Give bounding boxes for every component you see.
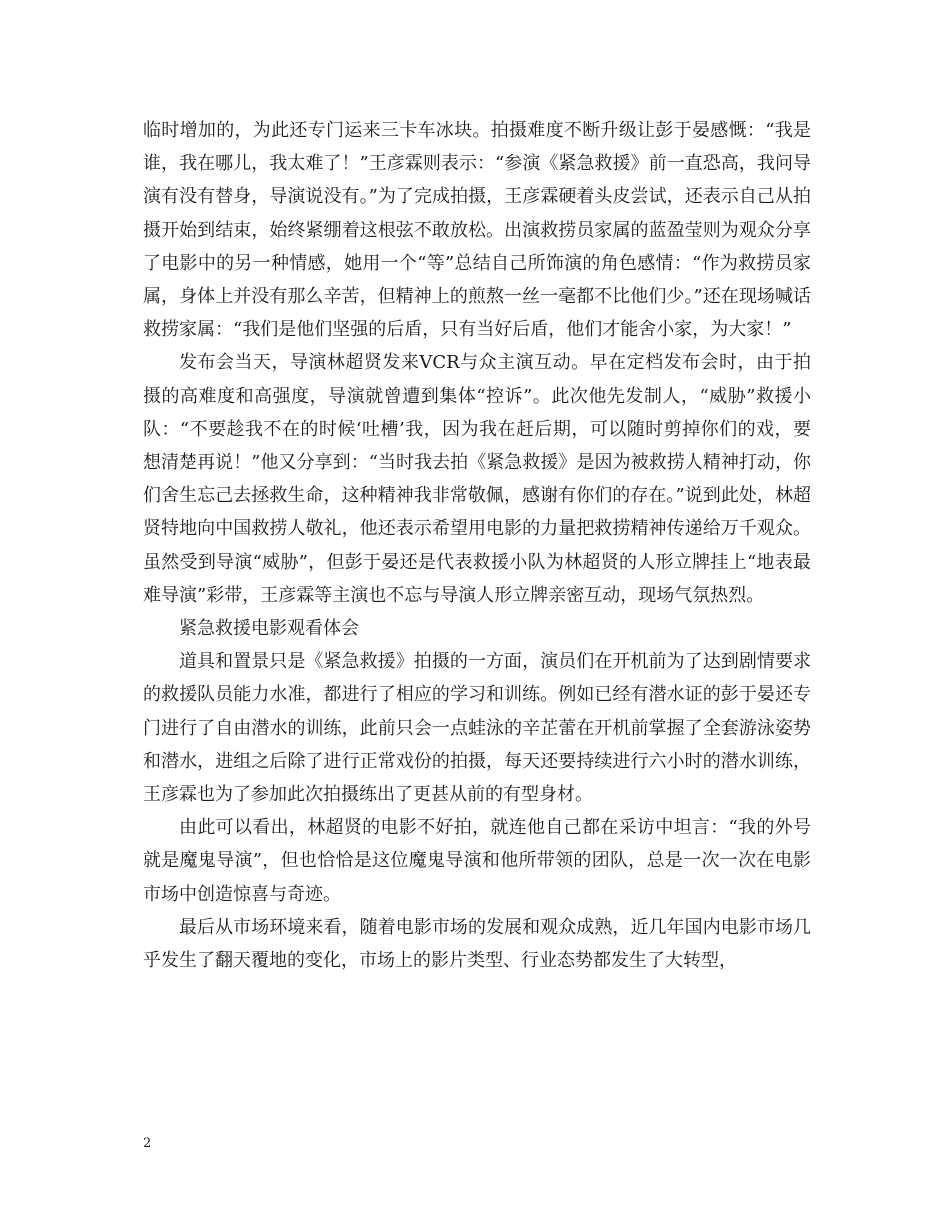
paragraph-1: 临时增加的，为此还专门运来三卡车冰块。拍摄难度不断升级让彭于晏感慨：“我是谁，我在哪儿，我太难了！”王彦霖则表示：“参演《紧急救援》前一直恐高，我问导演有没有替身，导演说没有。”为了完成拍摄，王彦霖硬着头皮尝试，还表示自己从拍摄开始到结束，始终紧绷着这根弦不敢放松。出演救捞员家属的蓝盈莹则为观众分享了电影中的另一种情感，她用一个“等”总结自己所饰演的角色感情：“作为救捞员家属，身体上并没有那么辛苦，但精神上的煎熬一丝一毫都不比他们少。”还在现场喊话救捞家属：“我们是他们坚强的后盾，只有当好后盾，他们才能舍小家，为大家！” (143, 120, 811, 341)
paragraph-3: 道具和置景只是《紧急救援》拍摄的一方面，演员们在开机前为了达到剧情要求的救援队员能力水准，都进行了相应的学习和训练。例如已经有潜水证的彭于晏还专门进行了自由潜水的训练，此前只会一点蛙泳的辛芷蕾在开机前掌握了全套游泳姿势和潜水，进组之后除了进行正常戏份的拍摄，每天还要持续进行六小时的潜水训练，王彦霖也为了参加此次拍摄练出了更甚从前的有型身材。 (143, 651, 811, 806)
paragraph-5: 最后从市场环境来看，随着电影市场的发展和观众成熟，近几年国内电影市场几乎发生了翻天覆地的变化，市场上的影片类型、行业态势都发生了大转型， (143, 916, 811, 972)
page-number: 2 (143, 1136, 152, 1151)
paragraph-4: 由此可以看出，林超贤的电影不好拍，就连他自己都在采访中坦言：“我的外号就是魔鬼导演”，但也恰恰是这位魔鬼导演和他所带领的团队，总是一次一次在电影市场中创造惊喜与奇迹。 (143, 817, 811, 905)
section-heading: 紧急救援电影观看体会 (179, 618, 359, 640)
body-text (143, 114, 811, 977)
paragraph-2: 发布会当天，导演林超贤发来VCR与众主演互动。早在定档发布会时，由于拍摄的高难度和高强度，导演就曾遭到集体“控诉”。此次他先发制人，“威胁”救援小队：“不要趁我不在的时候‘吐槽’我，因为我在赶后期，可以随时剪掉你们的戏，要想清楚再说！”他又分享到：“当时我去拍《紧急救援》是因为被救捞人精神打动，你们舍生忘己去拯救生命，这种精神我非常敬佩，感谢有你们的存在。”说到此处，林超贤特地向中国救捞人敬礼，他还表示希望用电影的力量把救捞精神传递给万千观众。虽然受到导演“威胁”，但彭于晏还是代表救援小队为林超贤的人形立牌挂上“地表最难导演”彩带，王彦霖等主演也不忘与导演人形立牌亲密互动，现场气氛热烈。 (143, 352, 811, 606)
